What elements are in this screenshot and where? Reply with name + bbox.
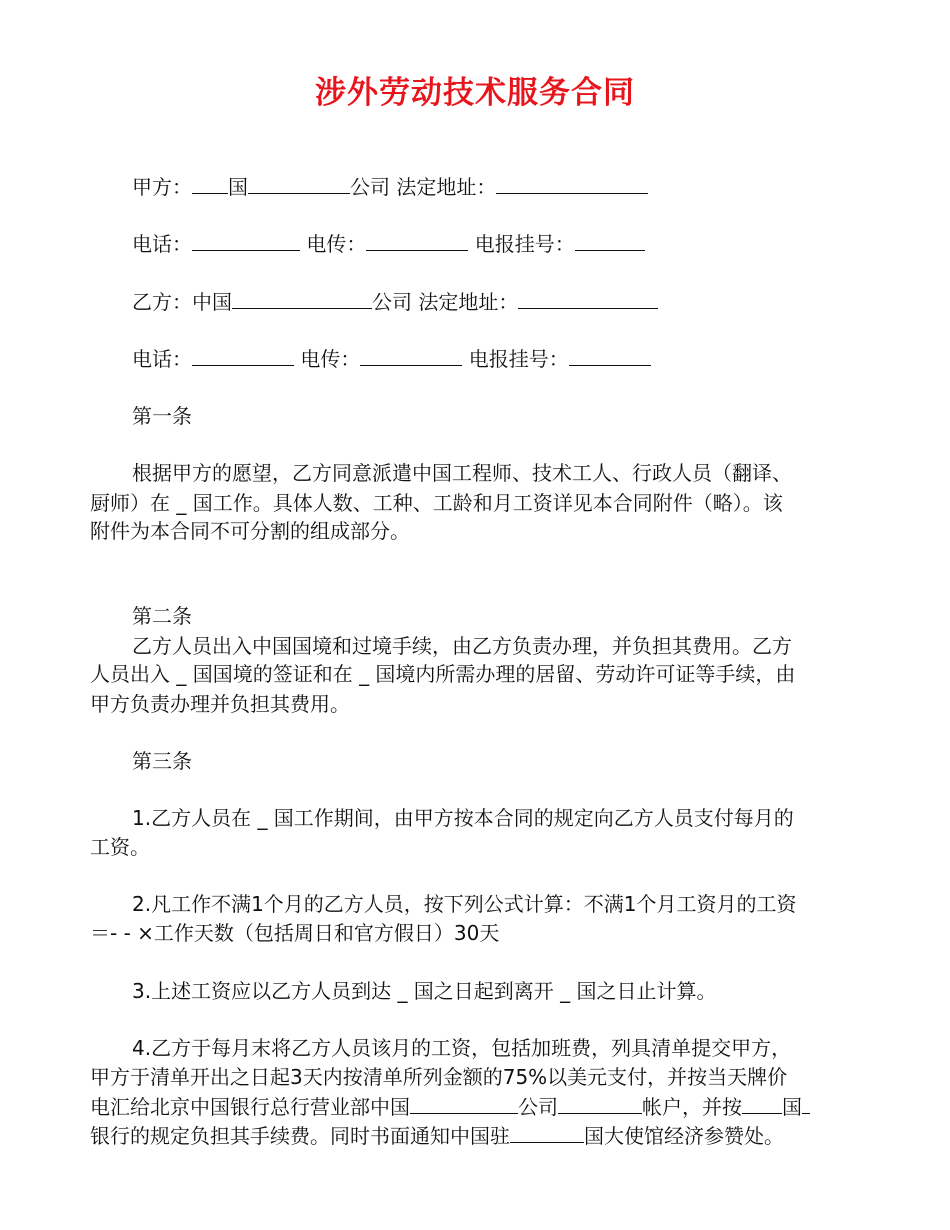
clause-4-text: 国大使馆经济参赞处。: [584, 1124, 784, 1148]
clause-4-text: 国: [782, 1095, 802, 1119]
blank-field: [742, 1091, 782, 1114]
clause-4-text: 公司: [518, 1095, 558, 1119]
party-b-country: 中国: [192, 290, 232, 314]
blank-field: [232, 286, 372, 309]
clause-4-text: 电汇给北京中国银行总行营业部中国: [90, 1095, 410, 1119]
party-b-company: 公司: [372, 290, 412, 314]
clause-4-line: 4.乙方于每月末将乙方人员该月的工资，包括加班费，列具清单提交甲方，: [132, 1036, 792, 1060]
article-1-line: 厨师）在 _ 国工作。具体人数、工种、工龄和月工资详见本合同附件（略）。该: [90, 491, 783, 515]
blank-field: [192, 343, 294, 366]
party-b-label: 乙方：: [132, 290, 192, 314]
blank-field: [360, 343, 462, 366]
clause-3-line: 3.上述工资应以乙方人员到达 _ 国之日起到离开 _ 国之日止计算。: [132, 979, 717, 1003]
party-b-cable-label: 电报挂号：: [468, 347, 569, 371]
blank-field: [496, 171, 648, 194]
clause-1-line: 工资。: [90, 835, 150, 859]
party-b-phone-label: 电话：: [132, 347, 192, 371]
blank-field: [558, 1091, 642, 1114]
party-a-line: [132, 171, 907, 202]
clause-2-line: 2.凡工作不满1个月的乙方人员，按下列公式计算：不满1个月工资月的工资: [132, 892, 797, 916]
clause-2-formula: ＝- - ×工作天数（包括周日和官方假日）30天: [90, 921, 500, 945]
blank-field: [802, 1091, 810, 1114]
blank-field: [575, 228, 645, 251]
party-a-label: 甲方：: [132, 175, 192, 199]
party-a-phone-label: 电话：: [132, 232, 192, 256]
party-a-country-suffix: 国: [228, 175, 248, 199]
blank-field: [192, 228, 300, 251]
party-a-company: 公司: [350, 175, 390, 199]
clause-4-line: [90, 1120, 865, 1151]
party-a-fax-label: 电传：: [306, 232, 367, 256]
party-b-contact-line: [132, 343, 907, 374]
clause-1-line: 1.乙方人员在 _ 国工作期间，由甲方按本合同的规定向乙方人员支付每月的: [132, 806, 794, 830]
article-3-heading: 第三条: [132, 749, 192, 773]
article-2-line: 甲方负责办理并负担其费用。: [90, 692, 350, 716]
article-2-line: 人员出入 _ 国国境的签证和在 _ 国境内所需办理的居留、劳动许可证等手续，由: [90, 662, 796, 686]
article-1-heading: 第一条: [132, 404, 192, 428]
article-2-line: 乙方人员出入中国国境和过境手续，由乙方负责办理，并负担其费用。乙方: [132, 634, 792, 658]
clause-4-line: 甲方于清单开出之日起3天内按清单所列金额的75%以美元支付，并按当天牌价: [90, 1065, 788, 1089]
blank-field: [248, 171, 350, 194]
party-b-address-label: 法定地址：: [418, 290, 519, 314]
article-2-heading: 第二条: [132, 604, 192, 628]
party-a-address-label: 法定地址：: [396, 175, 497, 199]
blank-field: [366, 228, 468, 251]
clause-4-text: 银行的规定负担其手续费。同时书面通知中国驻: [90, 1124, 510, 1148]
clause-4-line: [90, 1091, 865, 1122]
party-a-cable-label: 电报挂号：: [474, 232, 575, 256]
party-a-contact-line: [132, 228, 907, 259]
party-b-line: [132, 286, 907, 317]
party-b-fax-label: 电传：: [300, 347, 361, 371]
blank-field: [410, 1091, 518, 1114]
blank-field: [510, 1120, 584, 1143]
blank-field: [192, 171, 228, 194]
article-1-line: 根据甲方的愿望，乙方同意派遣中国工程师、技术工人、行政人员（翻译、: [132, 461, 792, 485]
document-title: 涉外劳动技术服务合同: [315, 75, 635, 111]
blank-field: [518, 286, 658, 309]
article-1-line: 附件为本合同不可分割的组成部分。: [90, 519, 410, 543]
blank-field: [569, 343, 651, 366]
clause-4-text: 帐户，并按: [642, 1095, 742, 1119]
